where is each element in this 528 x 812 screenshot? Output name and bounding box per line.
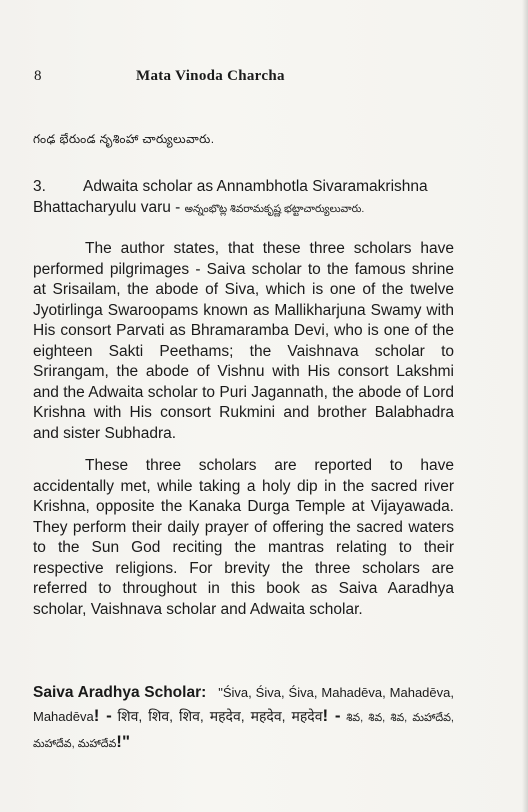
chant-devanagari: शिव, शिव, शिव, महदेव, महदेव, महदेव xyxy=(117,708,323,724)
chant-close: !" xyxy=(116,732,131,751)
chant-telugu: శివ, శివ, శివ, మహాదేవ, మహాదేవ, మహాదేవ xyxy=(33,712,454,750)
paragraph-pilgrimages: The author states, that these three scholars have performed pilgrimages - Saiva scholar to the famous shrine at Srisailam, the abode of Siva, which is one of the twelve Jyotirlinga Swaroopams known as Mallikharjuna Swamy with His consort Parvati as Bhramaramba Devi, who is one of the eighteen Sakti Peethams; the Vaishnava scholar to Srirangam, the abode of Vishnu with His consort Lakshmi and the Adwaita scholar to Puri Jagannath, the abode of Lord Krishna with His consort Rukmini and brother Balabhadra and sister Subhadra. xyxy=(33,240,454,442)
list-item-3 xyxy=(33,176,454,220)
list-item-text: Adwaita scholar as Annambhotla Sivaramakrishna Bhattacharyulu varu - xyxy=(33,178,428,216)
chant-separator: ! - xyxy=(93,706,112,725)
paragraph-meeting: These three scholars are reported to have accidentally met, while taking a holy dip in the sacred river Krishna, opposite the Kanaka Durga Temple at Vijayawada. They perform their daily prayer of offering the sacred waters to the Sun God reciting the mantras relating to their respective religions. For brevity the three scholars are referred to throughout in this book as Saiva Aaradhya scholar, Vaishnava scholar and Adwaita scholar. xyxy=(33,457,454,618)
book-title: Mata Vinoda Charcha xyxy=(136,68,285,84)
list-item-number: 3. xyxy=(33,178,46,195)
page-number: 8 xyxy=(34,68,42,84)
list-item-telugu: అన్నంభొట్ల శివరామకృష్ణ భట్టాచార్యులువారు. xyxy=(184,203,365,215)
saiva-label: Saiva Aradhya Scholar: xyxy=(33,684,207,701)
chant-separator: ! - xyxy=(322,706,341,725)
saiva-aradhya-chant xyxy=(33,681,454,756)
page-edge-shadow xyxy=(522,0,528,812)
chant-roman: "Śiva, Śiva, Śiva, Mahadēva, Mahadēva, Mahadēva xyxy=(33,685,454,724)
telugu-name-line: గంఢ భేరుండ నృశింహా చార్యులువారు. xyxy=(33,132,215,146)
